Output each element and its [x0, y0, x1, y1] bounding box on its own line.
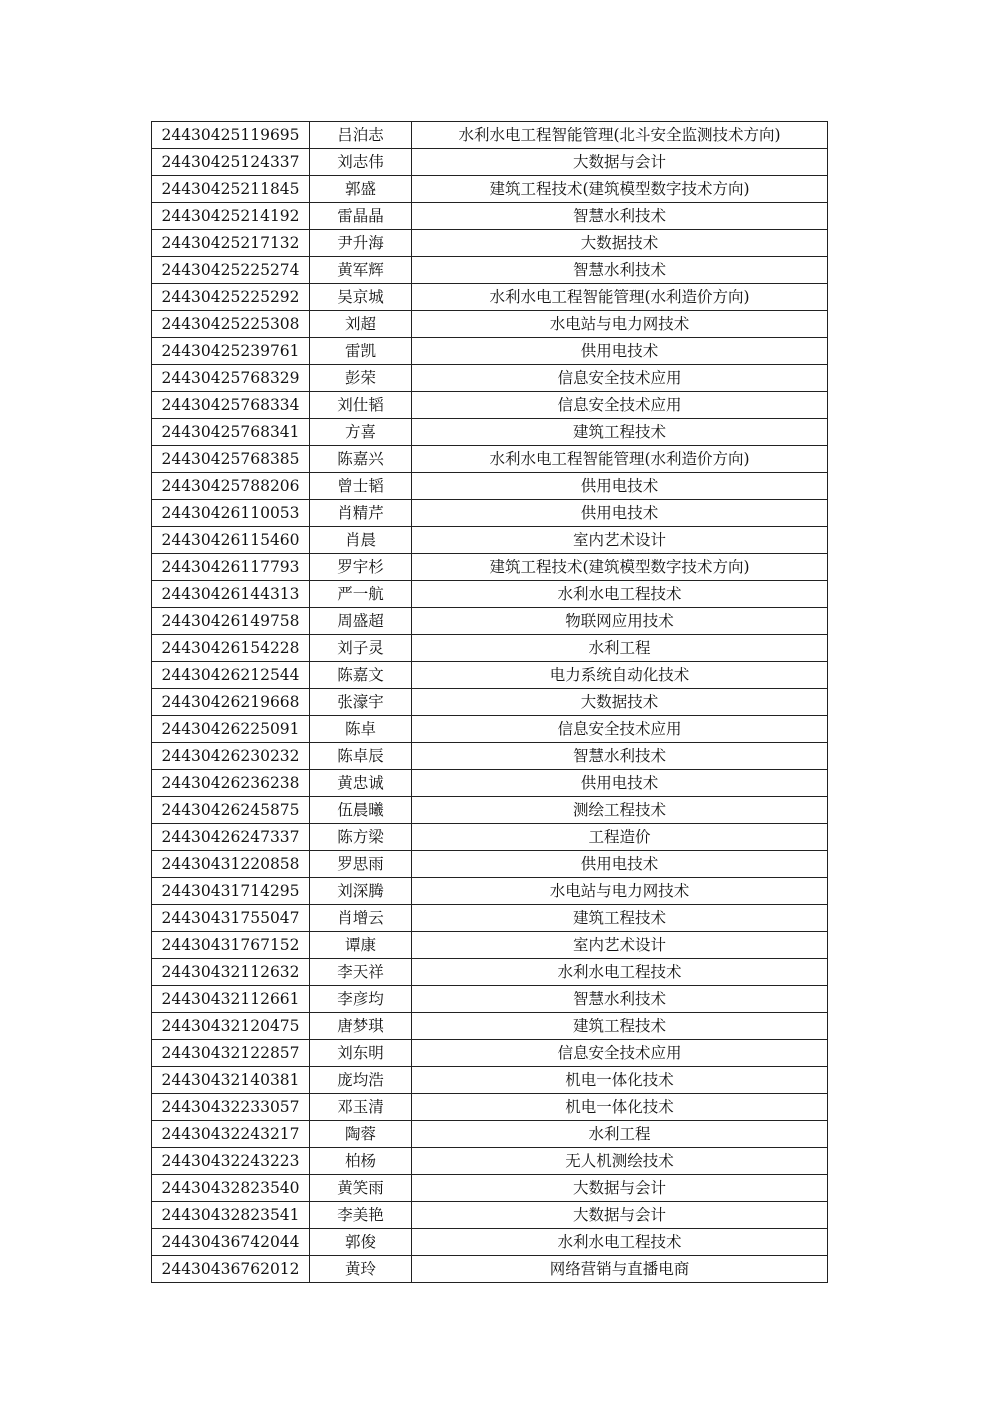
student-name-cell: 曾士韬	[310, 473, 412, 500]
student-id-cell: 24430426219668	[152, 689, 310, 716]
table-row	[152, 419, 828, 446]
student-id-cell: 24430432243223	[152, 1148, 310, 1175]
major-cell: 供用电技术	[412, 500, 828, 527]
major-cell: 水利工程	[412, 635, 828, 662]
student-name-cell: 黄军辉	[310, 257, 412, 284]
student-id-cell: 24430425214192	[152, 203, 310, 230]
student-name-cell: 方喜	[310, 419, 412, 446]
student-name-cell: 唐梦琪	[310, 1013, 412, 1040]
student-id-cell: 24430431755047	[152, 905, 310, 932]
student-id-cell: 24430426247337	[152, 824, 310, 851]
student-id-cell: 24430426225091	[152, 716, 310, 743]
student-id-cell: 24430425768385	[152, 446, 310, 473]
major-cell: 水利水电工程技术	[412, 581, 828, 608]
table-row	[152, 608, 828, 635]
student-name-cell: 郭盛	[310, 176, 412, 203]
student-name-cell: 刘东明	[310, 1040, 412, 1067]
student-id-cell: 24430436742044	[152, 1229, 310, 1256]
student-id-cell: 24430426117793	[152, 554, 310, 581]
major-cell: 供用电技术	[412, 770, 828, 797]
major-cell: 建筑工程技术	[412, 419, 828, 446]
major-cell: 大数据技术	[412, 230, 828, 257]
student-id-cell: 24430426154228	[152, 635, 310, 662]
student-id-cell: 24430426115460	[152, 527, 310, 554]
student-id-cell: 24430425225292	[152, 284, 310, 311]
table-row	[152, 230, 828, 257]
student-name-cell: 陈嘉兴	[310, 446, 412, 473]
major-cell: 建筑工程技术	[412, 905, 828, 932]
student-name-cell: 黄玲	[310, 1256, 412, 1283]
student-name-cell: 肖增云	[310, 905, 412, 932]
table-row	[152, 878, 828, 905]
student-name-cell: 严一航	[310, 581, 412, 608]
table-row	[152, 797, 828, 824]
student-id-cell: 24430426144313	[152, 581, 310, 608]
major-cell: 测绘工程技术	[412, 797, 828, 824]
student-name-cell: 邓玉清	[310, 1094, 412, 1121]
major-cell: 智慧水利技术	[412, 203, 828, 230]
student-id-cell: 24430432120475	[152, 1013, 310, 1040]
student-id-cell: 24430431767152	[152, 932, 310, 959]
table-row	[152, 122, 828, 149]
table-row	[152, 203, 828, 230]
table-row	[152, 1175, 828, 1202]
student-id-cell: 24430431714295	[152, 878, 310, 905]
student-name-cell: 陈嘉文	[310, 662, 412, 689]
student-name-cell: 李天祥	[310, 959, 412, 986]
major-cell: 大数据技术	[412, 689, 828, 716]
student-name-cell: 罗思雨	[310, 851, 412, 878]
table-row	[152, 635, 828, 662]
major-cell: 无人机测绘技术	[412, 1148, 828, 1175]
student-name-cell: 尹升海	[310, 230, 412, 257]
major-cell: 供用电技术	[412, 473, 828, 500]
table-row	[152, 1148, 828, 1175]
student-id-cell: 24430425225308	[152, 311, 310, 338]
student-name-cell: 陈卓	[310, 716, 412, 743]
major-cell: 智慧水利技术	[412, 986, 828, 1013]
student-id-cell: 24430425788206	[152, 473, 310, 500]
student-name-cell: 吕泊志	[310, 122, 412, 149]
student-name-cell: 肖精芹	[310, 500, 412, 527]
student-id-cell: 24430426245875	[152, 797, 310, 824]
student-id-cell: 24430426110053	[152, 500, 310, 527]
major-cell: 大数据与会计	[412, 1202, 828, 1229]
major-cell: 机电一体化技术	[412, 1094, 828, 1121]
document-page	[151, 121, 827, 1283]
student-id-cell: 24430432122857	[152, 1040, 310, 1067]
table-row	[152, 932, 828, 959]
student-name-cell: 吴京城	[310, 284, 412, 311]
student-id-cell: 24430431220858	[152, 851, 310, 878]
major-cell: 水利水电工程智能管理(水利造价方向)	[412, 284, 828, 311]
student-id-cell: 24430425119695	[152, 122, 310, 149]
major-cell: 机电一体化技术	[412, 1067, 828, 1094]
major-cell: 水利水电工程智能管理(北斗安全监测技术方向)	[412, 122, 828, 149]
major-cell: 电力系统自动化技术	[412, 662, 828, 689]
major-cell: 信息安全技术应用	[412, 365, 828, 392]
student-id-cell: 24430425768329	[152, 365, 310, 392]
table-row	[152, 851, 828, 878]
student-id-cell: 24430425211845	[152, 176, 310, 203]
student-id-cell: 24430432112661	[152, 986, 310, 1013]
student-name-cell: 刘超	[310, 311, 412, 338]
table-row	[152, 311, 828, 338]
major-cell: 水利水电工程智能管理(水利造价方向)	[412, 446, 828, 473]
major-cell: 水利工程	[412, 1121, 828, 1148]
student-id-cell: 24430425239761	[152, 338, 310, 365]
major-cell: 物联网应用技术	[412, 608, 828, 635]
table-row	[152, 1013, 828, 1040]
student-id-cell: 24430432243217	[152, 1121, 310, 1148]
student-id-cell: 24430425124337	[152, 149, 310, 176]
student-id-cell: 24430426230232	[152, 743, 310, 770]
major-cell: 智慧水利技术	[412, 743, 828, 770]
student-id-cell: 24430425225274	[152, 257, 310, 284]
table-row	[152, 284, 828, 311]
major-cell: 信息安全技术应用	[412, 1040, 828, 1067]
student-name-cell: 雷晶晶	[310, 203, 412, 230]
major-cell: 供用电技术	[412, 338, 828, 365]
table-row	[152, 473, 828, 500]
table-row	[152, 1040, 828, 1067]
student-name-cell: 肖晨	[310, 527, 412, 554]
major-cell: 智慧水利技术	[412, 257, 828, 284]
student-id-cell: 24430432823541	[152, 1202, 310, 1229]
student-name-cell: 刘仕韬	[310, 392, 412, 419]
table-row	[152, 1121, 828, 1148]
student-name-cell: 郭俊	[310, 1229, 412, 1256]
table-row	[152, 824, 828, 851]
table-row	[152, 392, 828, 419]
major-cell: 建筑工程技术(建筑模型数字技术方向)	[412, 554, 828, 581]
table-row	[152, 1256, 828, 1283]
table-row	[152, 662, 828, 689]
major-cell: 室内艺术设计	[412, 527, 828, 554]
table-row	[152, 365, 828, 392]
student-name-cell: 彭荣	[310, 365, 412, 392]
table-row	[152, 905, 828, 932]
table-row	[152, 743, 828, 770]
major-cell: 大数据与会计	[412, 149, 828, 176]
student-id-cell: 24430425217132	[152, 230, 310, 257]
table-row	[152, 581, 828, 608]
student-name-cell: 张濠宇	[310, 689, 412, 716]
major-cell: 水电站与电力网技术	[412, 311, 828, 338]
table-row	[152, 257, 828, 284]
major-cell: 建筑工程技术(建筑模型数字技术方向)	[412, 176, 828, 203]
student-name-cell: 李彦均	[310, 986, 412, 1013]
student-id-cell: 24430432140381	[152, 1067, 310, 1094]
major-cell: 水利水电工程技术	[412, 1229, 828, 1256]
table-row	[152, 1229, 828, 1256]
table-row	[152, 689, 828, 716]
student-name-cell: 黄笑雨	[310, 1175, 412, 1202]
table-row	[152, 959, 828, 986]
student-name-cell: 陶蓉	[310, 1121, 412, 1148]
table-row	[152, 986, 828, 1013]
student-name-cell: 陈卓辰	[310, 743, 412, 770]
student-name-cell: 柏杨	[310, 1148, 412, 1175]
major-cell: 水利水电工程技术	[412, 959, 828, 986]
student-name-cell: 雷凯	[310, 338, 412, 365]
student-name-cell: 陈方梁	[310, 824, 412, 851]
major-cell: 供用电技术	[412, 851, 828, 878]
student-name-cell: 罗宇杉	[310, 554, 412, 581]
table-row	[152, 554, 828, 581]
student-name-cell: 刘子灵	[310, 635, 412, 662]
student-id-cell: 24430425768341	[152, 419, 310, 446]
table-row	[152, 716, 828, 743]
table-row	[152, 1202, 828, 1229]
major-cell: 大数据与会计	[412, 1175, 828, 1202]
student-roster-table	[151, 121, 828, 1283]
student-name-cell: 庞均浩	[310, 1067, 412, 1094]
major-cell: 工程造价	[412, 824, 828, 851]
major-cell: 室内艺术设计	[412, 932, 828, 959]
student-name-cell: 刘志伟	[310, 149, 412, 176]
table-row	[152, 770, 828, 797]
student-id-cell: 24430426236238	[152, 770, 310, 797]
student-id-cell: 24430432112632	[152, 959, 310, 986]
table-row	[152, 338, 828, 365]
student-id-cell: 24430425768334	[152, 392, 310, 419]
student-id-cell: 24430432823540	[152, 1175, 310, 1202]
student-id-cell: 24430432233057	[152, 1094, 310, 1121]
student-name-cell: 黄忠诚	[310, 770, 412, 797]
table-row	[152, 500, 828, 527]
student-id-cell: 24430436762012	[152, 1256, 310, 1283]
student-name-cell: 李美艳	[310, 1202, 412, 1229]
major-cell: 建筑工程技术	[412, 1013, 828, 1040]
table-row	[152, 446, 828, 473]
student-name-cell: 谭康	[310, 932, 412, 959]
major-cell: 网络营销与直播电商	[412, 1256, 828, 1283]
roster-table-body	[152, 122, 828, 1283]
table-row	[152, 176, 828, 203]
student-name-cell: 周盛超	[310, 608, 412, 635]
student-id-cell: 24430426212544	[152, 662, 310, 689]
student-name-cell: 刘深腾	[310, 878, 412, 905]
table-row	[152, 1067, 828, 1094]
major-cell: 信息安全技术应用	[412, 392, 828, 419]
table-row	[152, 1094, 828, 1121]
table-row	[152, 149, 828, 176]
major-cell: 水电站与电力网技术	[412, 878, 828, 905]
student-name-cell: 伍晨曦	[310, 797, 412, 824]
major-cell: 信息安全技术应用	[412, 716, 828, 743]
table-row	[152, 527, 828, 554]
student-id-cell: 24430426149758	[152, 608, 310, 635]
